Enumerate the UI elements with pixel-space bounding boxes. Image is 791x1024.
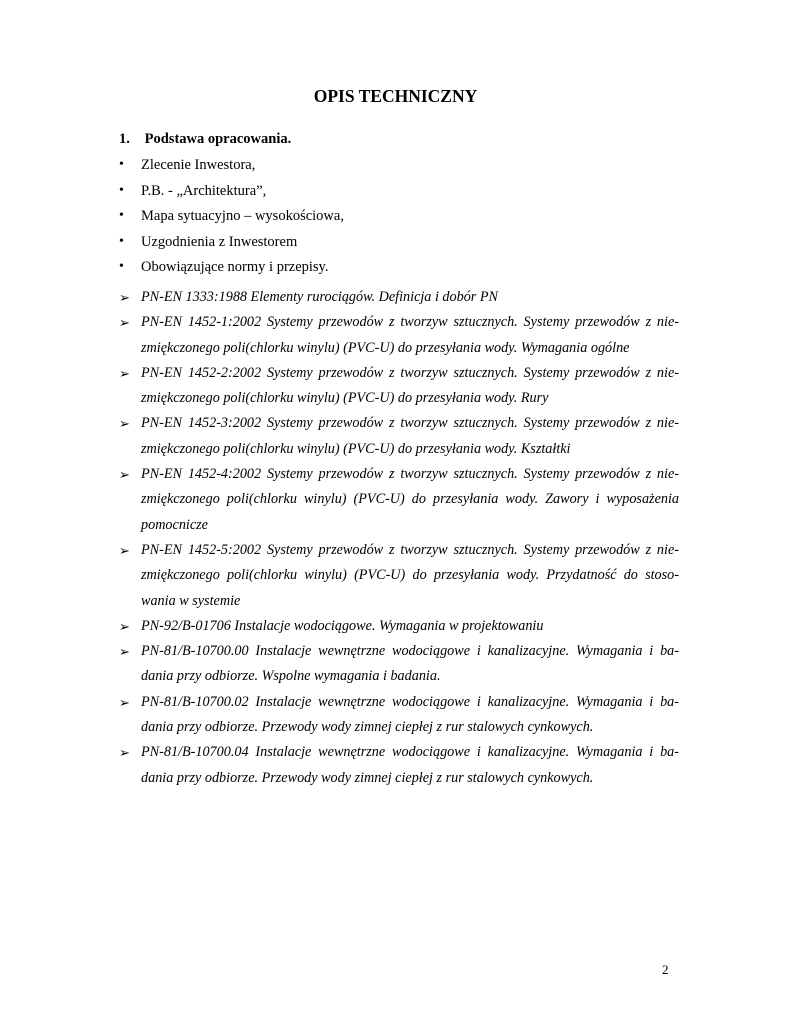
arrow-bullet-icon: ➢ bbox=[119, 416, 130, 432]
page-title: OPIS TECHNICZNY bbox=[313, 86, 478, 106]
arrow-bullet-icon: ➢ bbox=[119, 694, 130, 710]
list-item: • Mapa sytuacyjno – wysokościowa, bbox=[119, 208, 344, 224]
bullet-list bbox=[119, 156, 344, 284]
arrow-bullet-icon: ➢ bbox=[119, 290, 130, 305]
norm-item: ➢ PN-81/B-10700.02 Instalacje wewnętrzne wodociągowe i kanalizacyjne. Wymagania i ba-dania przy odbiorze. Przewody wody zimnej ciepłej z rur stalowych cynkowych. bbox=[119, 690, 679, 741]
arrow-bullet-icon: ➢ bbox=[119, 618, 130, 634]
list-item: • Uzgodnienia z Inwestorem bbox=[119, 233, 298, 250]
bullet-icon: • bbox=[119, 208, 124, 223]
bullet-icon: • bbox=[119, 233, 124, 249]
norm-item: ➢ PN-81/B-10700.04 Instalacje wewnętrzne wodociągowe i kanalizacyjne. Wymagania i ba-dania przy odbiorze. Przewody wody zimnej ciepłej z rur stalowych cynkowych. bbox=[119, 740, 679, 791]
norm-item: ➢ PN-EN 1452-1:2002 Systemy przewodów z tworzyw sztucznych. Systemy przewodów z nie-zmiękczonego poli(chlorku winylu) (PVC-U) do przesyłania wody. Wymagania ogólne bbox=[119, 310, 679, 361]
bullet-icon: • bbox=[119, 259, 124, 274]
arrow-bullet-icon: ➢ bbox=[119, 365, 130, 381]
list-item: • Zlecenie Inwestora, bbox=[119, 157, 256, 173]
list-item: • Obowiązujące normy i przepisy. bbox=[119, 259, 329, 275]
bullet-icon: • bbox=[119, 182, 124, 198]
arrow-bullet-icon: ➢ bbox=[119, 467, 130, 483]
arrow-bullet-icon: ➢ bbox=[119, 542, 130, 558]
norm-item: ➢ PN-EN 1452-3:2002 Systemy przewodów z tworzyw sztucznych. Systemy przewodów z nie-zmiękczonego poli(chlorku winylu) (PVC-U) do przesyłania wody. Kształtki bbox=[119, 411, 679, 462]
norm-item: ➢ PN-81/B-10700.00 Instalacje wewnętrzne wodociągowe i kanalizacyjne. Wymagania i ba-dania przy odbiorze. Wspolne wymagania i badania. bbox=[119, 639, 679, 690]
arrow-bullet-icon: ➢ bbox=[119, 745, 130, 761]
arrow-bullet-icon: ➢ bbox=[119, 644, 130, 660]
section-title: Podstawa opracowania. bbox=[144, 131, 292, 147]
norm-item: ➢ PN-EN 1452-2:2002 Systemy przewodów z tworzyw sztucznych. Systemy przewodów z nie-zmiękczonego poli(chlorku winylu) (PVC-U) do przesyłania wody. Rury bbox=[119, 361, 679, 412]
section-number: 1. bbox=[119, 131, 130, 147]
arrow-bullet-icon: ➢ bbox=[119, 315, 130, 331]
norm-item: ➢ PN-92/B-01706 Instalacje wodociągowe. Wymagania w projektowaniu bbox=[119, 614, 679, 639]
norms-list bbox=[119, 285, 679, 791]
norm-item: ➢ PN-EN 1452-5:2002 Systemy przewodów z tworzyw sztucznych. Systemy przewodów z nie-zmiękczonego poli(chlorku winylu) (PVC-U) do przesyłania wody. Przydatność do stoso-wania w systemie bbox=[119, 538, 679, 614]
page-number: 2 bbox=[662, 962, 669, 977]
section-heading bbox=[119, 131, 291, 148]
norm-item: ➢ PN-EN 1452-4:2002 Systemy przewodów z tworzyw sztucznych. Systemy przewodów z nie-zmiękczonego poli(chlorku winylu) (PVC-U) do przesyłania wody. Zawory i wyposażenia pomocnicze bbox=[119, 462, 679, 538]
norm-item: ➢ PN-EN 1333:1988 Elementy rurociągów. Definicja i dobór PN bbox=[119, 285, 679, 310]
list-item: • P.B. - „Architektura”, bbox=[119, 182, 267, 199]
bullet-icon: • bbox=[119, 157, 124, 172]
